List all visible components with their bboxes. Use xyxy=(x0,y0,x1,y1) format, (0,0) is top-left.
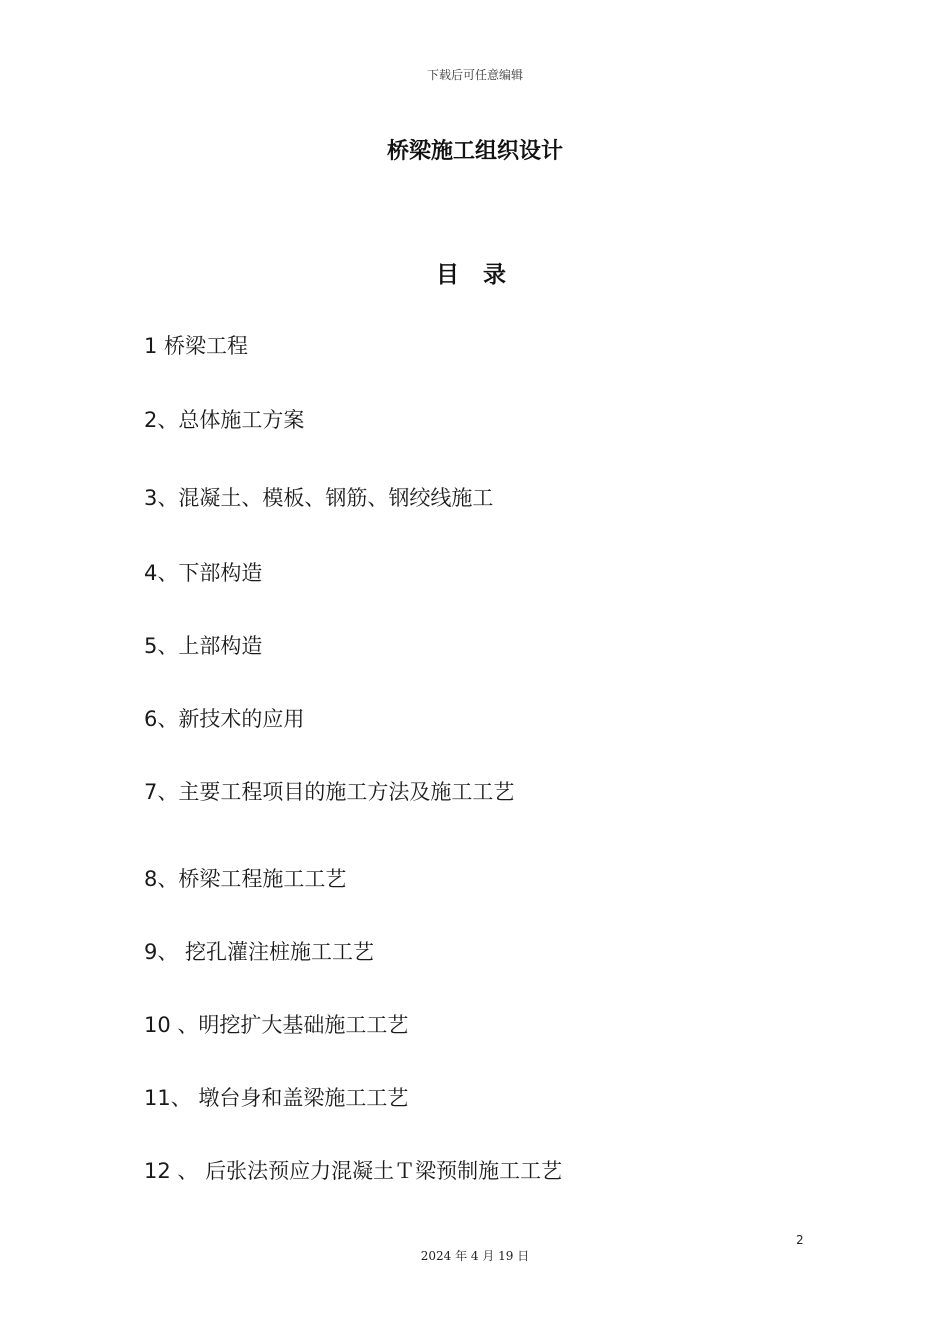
header-note: 下载后可任意编辑 xyxy=(426,68,523,82)
toc-item: 4、下部构造 xyxy=(144,561,263,585)
toc-item: 7、主要工程项目的施工方法及施工工艺 xyxy=(144,780,515,804)
toc-item: 12 、 后张法预应力混凝土Ｔ梁预制施工工艺 xyxy=(144,1159,563,1183)
toc-item: 10 、明挖扩大基础施工工艺 xyxy=(144,1013,409,1037)
footer-date: 2024 年 4 月 19 日 xyxy=(420,1249,530,1263)
toc-item: 6、新技术的应用 xyxy=(144,707,305,731)
document-title: 桥梁施工组织设计 xyxy=(386,139,563,164)
toc-item: 9、 挖孔灌注桩施工工艺 xyxy=(144,940,375,964)
toc-heading: 目 录 xyxy=(435,262,514,288)
page-number: 2 xyxy=(796,1233,804,1247)
toc-item: 8、桥梁工程施工工艺 xyxy=(144,867,347,891)
toc-item: 2、总体施工方案 xyxy=(144,408,305,432)
toc-item: 11、 墩台身和盖梁施工工艺 xyxy=(144,1086,409,1110)
toc-item: 1 桥梁工程 xyxy=(144,334,249,358)
toc-item: 5、上部构造 xyxy=(144,634,263,658)
toc-item: 3、混凝土、模板、钢筋、钢绞线施工 xyxy=(144,486,494,510)
